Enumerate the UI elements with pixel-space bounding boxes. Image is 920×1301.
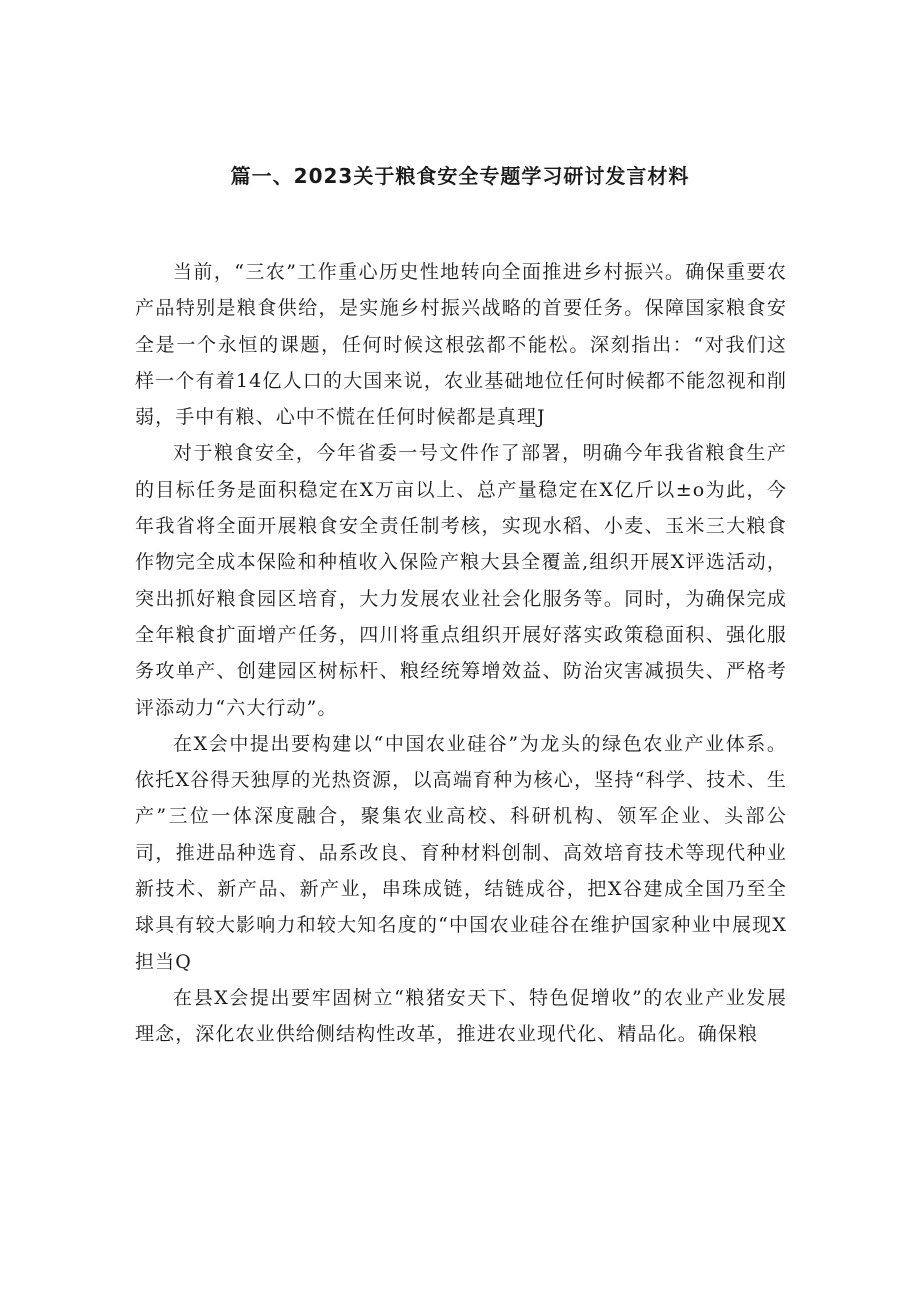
document-title: 篇一、2023关于粮食安全专题学习研讨发言材料 [230, 164, 690, 188]
paragraph-2: 对于粮食安全，今年省委一号文件作了部署，明确今年我省粮食生产的目标任务是面积稳定在X万亩以上、总产量稳定在X亿斤以±o为此，今年我省将全面开展粮食安全责任制考核，实现水稻、小麦、玉米三大粮食作物完全成本保险和种植收入保险产粮大县全覆盖,组织开展X评选活动，突出抓好粮食园区培育，大力发展农业社会化服务等。同时，为确保完成全年粮食扩面增产任务，四川将重点组织开展好落实政策稳面积、强化服务攻单产、创建园区树标杆、粮经统筹增效益、防治灾害减损失、严格考评添动力“六大行动”。 [135, 442, 787, 719]
paragraph-4: 在县X会提出要牢固树立“粮猪安天下、特色促增收”的农业产业发展理念，深化农业供给侧结构性改革，推进农业现代化、精品化。确保粮 [135, 986, 787, 1046]
paragraph-1: 当前，“三农”工作重心历史性地转向全面推进乡村振兴。确保重要农产品特别是粮食供给，是实施乡村振兴战略的首要任务。保障国家粮食安全是一个永恒的课题，任何时候这根弦都不能松。深刻指出：“对我们这样一个有着14亿人口的大国来说，农业基础地位任何时候都不能忽视和削弱，手中有粮、心中不慌在任何时候都是真理J [135, 261, 787, 429]
document-body [135, 254, 787, 1053]
paragraph-3: 在X会中提出要构建以“中国农业硅谷”为龙头的绿色农业产业体系。依托X谷得天独厚的光热资源，以高端育种为核心，坚持“科学、技术、生产”三位一体深度融合，聚集农业高校、科研机构、领军企业、头部公司，推进品种选育、品系改良、育种材料创制、高效培育技术等现代种业新技术、新产品、新产业，串珠成链，结链成谷，把X谷建成全国乃至全球具有较大影响力和较大知名度的“中国农业硅谷在维护国家种业中展现X担当Q [135, 732, 787, 973]
